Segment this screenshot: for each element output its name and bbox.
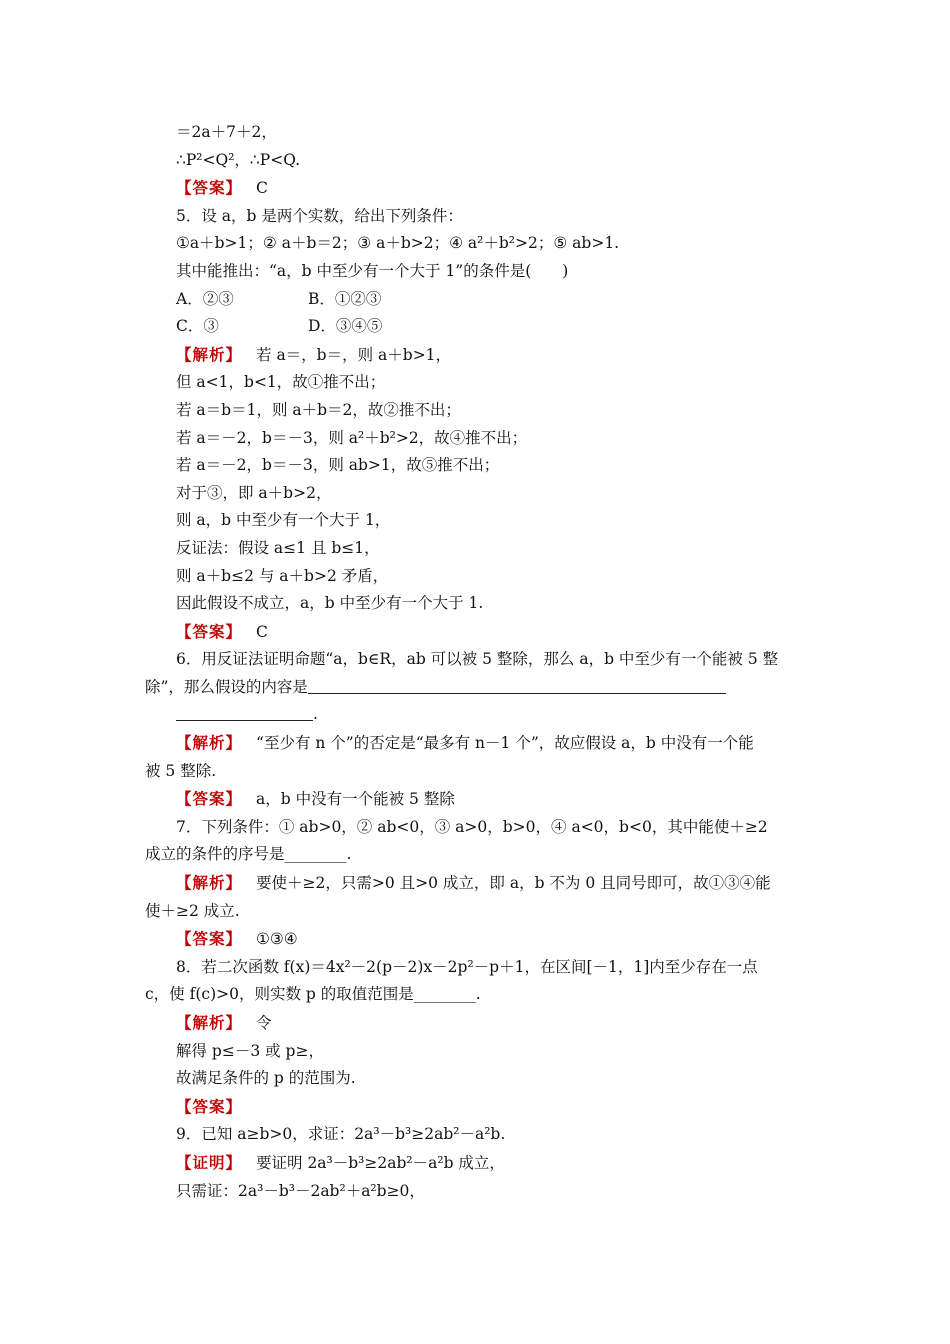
text-line: 若 a＝－2，b＝－3，则 ab>1，故⑤推不出； <box>176 456 500 475</box>
analysis-line: 【解析】 “至少有 n 个”的否定是“最多有 n－1 个”，故应假设 a，b 中没有一个能 <box>176 733 754 753</box>
text-line: c，使 f(c)>0，则实数 p 的取值范围是________. <box>145 985 481 1004</box>
question-7: 7．下列条件：① ab>0，② ab<0，③ a>0，b>0，④ a<0，b<0，其中能使＋≥2 <box>176 817 768 836</box>
text-line: 则 a，b 中至少有一个大于 1， <box>176 511 391 530</box>
options-row <box>145 313 805 341</box>
option-d: D．③④⑤ <box>308 317 383 336</box>
text-line: 被 5 整除. <box>145 761 217 780</box>
answer-tag: 【答案】 <box>176 621 243 641</box>
answer-line: 【答案】 ①③④ <box>176 929 298 949</box>
text-line: 其中能推出：“a，b 中至少有一个大于 1”的条件是( ) <box>176 261 569 280</box>
text-line: ①a＋b>1；② a＋b＝2；③ a＋b>2；④ a²＋b²>2；⑤ ab>1. <box>176 234 620 253</box>
answer-tag: 【答案】 <box>176 789 243 809</box>
text-line: 但 a<1，b<1，故①推不出； <box>176 373 386 392</box>
answer-line: 【答案】 C <box>176 621 268 641</box>
text-line: 故满足条件的 p 的范围为. <box>176 1069 356 1088</box>
text-line: 若 a＝－2，b＝－3，则 a²＋b²>2，故④推不出； <box>176 428 528 447</box>
text-line: . <box>145 701 805 729</box>
option-c: C．③ <box>176 317 219 336</box>
option-b: B．①②③ <box>308 289 382 308</box>
question-8: 8．若二次函数 f(x)＝4x²－2(p－2)x－2p²－p＋1，在区间[－1，1]内至少存在一点 <box>176 957 758 976</box>
analysis-tag: 【解析】 <box>176 733 243 753</box>
text-line: ∴P²<Q²，∴P<Q. <box>176 150 301 169</box>
text-line: 对于③，即 a＋b>2， <box>176 483 332 502</box>
answer-tag: 【答案】 <box>176 1096 243 1116</box>
analysis-tag: 【解析】 <box>176 873 243 893</box>
answer-line <box>145 1093 805 1122</box>
option-a: A．②③ <box>176 289 234 308</box>
text-line: 因此假设不成立，a，b 中至少有一个大于 1. <box>176 594 484 613</box>
fill-blank <box>308 677 726 694</box>
text-line: 成立的条件的序号是________. <box>145 845 352 864</box>
question-5: 5．设 a，b 是两个实数，给出下列条件： <box>176 206 463 225</box>
answer-line: 【答案】 a，b 中没有一个能被 5 整除 <box>176 789 455 809</box>
text-line: 则 a＋b≤2 与 a＋b>2 矛盾， <box>176 566 389 585</box>
text-line: 除”，那么假设的内容是 <box>145 674 805 702</box>
text-line: ＝2a＋7＋2， <box>176 123 277 141</box>
text-line: 若 a＝b＝1，则 a＋b＝2，故②推不出； <box>176 400 461 419</box>
text-line: 反证法：假设 a≤1 且 b≤1， <box>176 538 380 557</box>
answer-tag: 【答案】 <box>176 178 243 198</box>
proof-line: 【证明】 要证明 2a³－b³≥2ab²－a²b 成立， <box>176 1152 505 1172</box>
text-line: 使＋≥2 成立. <box>145 901 240 920</box>
analysis-tag: 【解析】 <box>176 344 243 364</box>
question-6: 6．用反证法证明命题“a，b∈R，ab 可以被 5 整除，那么 a，b 中至少有一个能被 5 整 <box>176 650 779 669</box>
analysis-line: 【解析】 若 a＝，b＝，则 a＋b>1， <box>176 344 452 364</box>
analysis-line: 【解析】 要使＋≥2，只需>0 且>0 成立，即 a，b 不为 0 且同号即可，故①③④能 <box>176 873 771 893</box>
analysis-tag: 【解析】 <box>176 1013 243 1032</box>
question-9: 9．已知 a≥b>0，求证：2a³－b³≥2ab²－a²b. <box>176 1125 506 1144</box>
fill-blank <box>176 704 313 721</box>
options-row <box>145 286 805 314</box>
answer-tag: 【答案】 <box>176 929 243 949</box>
text-line: 只需证：2a³－b³－2ab²＋a²b≥0， <box>176 1181 425 1200</box>
text-line: 解得 p≤－3 或 p≥， <box>176 1041 324 1060</box>
answer-line: 【答案】 C <box>176 178 268 198</box>
document-body <box>145 119 805 1205</box>
analysis-line: 【解析】 令 <box>176 1013 272 1032</box>
proof-tag: 【证明】 <box>176 1152 243 1172</box>
